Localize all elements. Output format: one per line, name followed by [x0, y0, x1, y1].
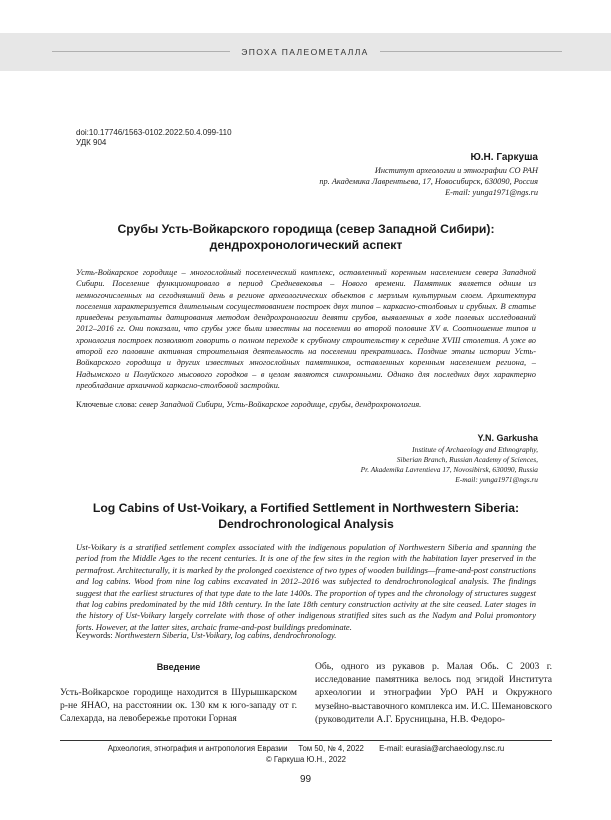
journal-volume: Том 50, № 4, 2022: [298, 744, 364, 753]
keywords-label: Keywords:: [76, 631, 113, 640]
affiliation-ru-line: Институт археологии и этнографии СО РАН: [374, 166, 538, 175]
article-title-en-line: Log Cabins of Ust-Voikary, a Fortified Settlement in Northwestern Siberia:: [92, 501, 520, 515]
abstract-en: Ust-Voikary is a stratified settlement complex associated with the indigenous population of Northwestern Siberia and spanning the period from the Middle Ages to the recent centuries. It is one of the few sites in the region with the habitation layer preserved in the permafrost. Architecturally, it is marked by the prolonged coexistence of two types of wooden buildings—frame-and-post constructions and log cabins. Wood from nine log cabins excavated in 2012–2016 was subjected to dendrochronological analysis. The findings suggest that the earliest structures of that type date to the late 1400s. The proportion of types and the chronology of structures suggest that log cabins predominated by the mid 18th century. In the late 18th century construction activity at the site ceased. Later stages in the history of Ust-Voikary largely correlate with those of other indigenous stratified sites such as the Nadym and Polui promontory forts. However, at the latter sites, archaic frame-and-post buildings predominate.: [76, 542, 536, 632]
keywords-label: Ключевые слова:: [76, 400, 137, 409]
copyright: © Гаркуша Ю.Н., 2022: [265, 755, 347, 764]
section-heading-introduction: Введение: [156, 662, 201, 672]
affiliation-ru-line: пр. Академика Лаврентьева, 17, Новосибирск, 630090, Россия: [319, 177, 538, 186]
abstract-ru: Усть-Войкарское городище – многослойный поселенческий комплекс, оставленный коренным населением севера Западной Сибири. Поселение функционировало в период Средневековья – Нового времени. Памятник является одним из немногочисленных на сегодняшний день в регионе археологических объектов с мерзлым культурным слоем. Архитектура поселения характеризуется длительным сосуществованием построек двух типов – каркасно-столбовых и срубных. В статье приведены результаты датирования методом дендрохронологии девяти срубов, выявленных в ходе полевых исследований 2012–2016 гг. Они показали, что срубы уже были известны на поселении во второй половине XV в. Соотношение типов и хронология построек позволяют говорить о полном переходе к срубному строительству к середине XVIII столетия. А уже во второй его половине активная строительная деятельность на поселении прекратилась. Поздние этапы истории Усть-Войкарского городища и других известных многослойных памятников, оставленных коренным населением региона, – Надымского и Полуйского мысового городков – в целом являются синхронными. Однако для последних двух характерно преобладание архаичной каркасно-столбовой застройки.: [76, 268, 536, 390]
keywords-list: Northwestern Siberia, Ust-Voikary, log cabins, dendrochronology.: [114, 631, 337, 640]
body-column-right: Обь, одного из рукавов р. Малая Обь. С 2003 г. исследование памятника велось под эгидой Института археологии и этнографии УрО РАН и Окружного музейно-выставочного комплекса им. И.С. Шемановского (руководители А.Г. Брусницына, Н.В. Федоро-: [315, 661, 552, 725]
page-number: 99: [299, 774, 312, 785]
doi[interactable]: doi:10.17746/1563-0102.2022.50.4.099-110: [76, 128, 232, 137]
article-title-ru-line: Срубы Усть-Войкарского городища (север Западной Сибири):: [117, 222, 495, 236]
author-name-en: Y.N. Garkusha: [477, 433, 538, 443]
body-column-left: Усть-Войкарское городище находится в Шурышкарском р-не ЯНАО, на расстоянии ок. 130 км к юго-западу от г. Салехарда, на левобережье протоки Горная: [60, 687, 297, 725]
udk-code: УДК 904: [76, 138, 107, 147]
affiliation-en-line: Pr. Akademika Lavrentieva 17, Novosibirsk, 630090, Russia: [360, 465, 538, 474]
footer-divider: [60, 740, 552, 741]
article-title-ru-line: дендрохронологический аспект: [209, 238, 403, 252]
section-title: ЭПОХА ПАЛЕОМЕТАЛЛА: [230, 44, 380, 60]
keywords-list: север Западной Сибири, Усть-Войкарское городище, срубы, дендрохронология.: [139, 400, 422, 409]
affiliation-en-line: Siberian Branch, Russian Academy of Sciences,: [396, 455, 538, 464]
journal-footer: [60, 744, 552, 753]
keywords-ru: [76, 400, 536, 409]
author-email-ru[interactable]: E-mail: yunga1971@ngs.ru: [445, 188, 538, 197]
author-name-ru: Ю.Н. Гаркуша: [470, 152, 538, 163]
journal-name: Археология, этнография и антропология Евразии: [107, 744, 288, 753]
keywords-en: [76, 631, 536, 640]
author-email-en[interactable]: E-mail: yunga1971@ngs.ru: [455, 475, 538, 484]
article-title-en-line: Dendrochronological Analysis: [218, 517, 394, 531]
affiliation-en-line: Institute of Archaeology and Ethnography,: [412, 445, 538, 454]
journal-email[interactable]: E-mail: eurasia@archaeology.nsc.ru: [379, 744, 505, 753]
